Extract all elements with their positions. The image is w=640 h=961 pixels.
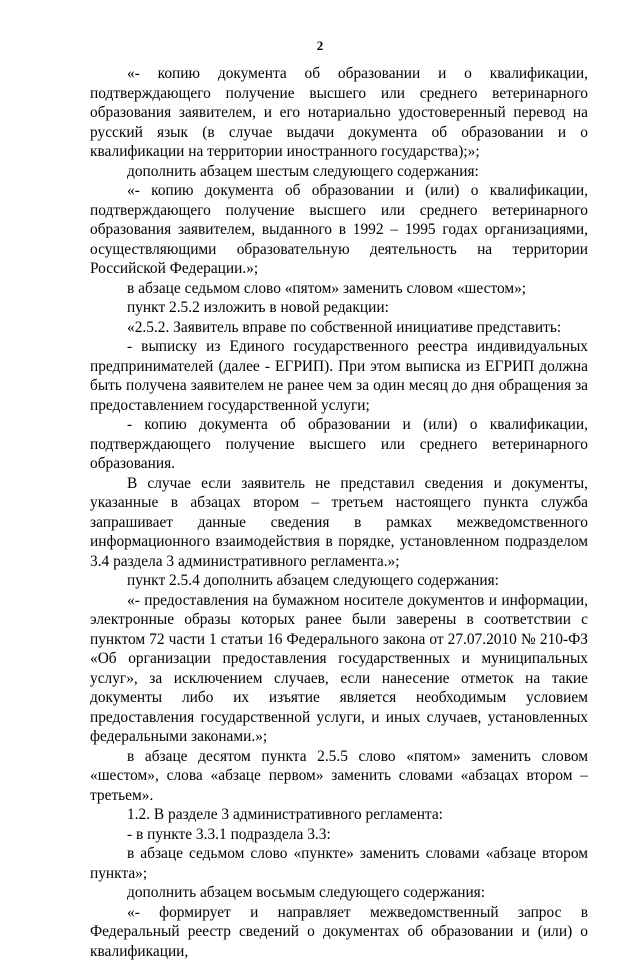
paragraph: В случае если заявитель не представил сведения и документы, указанные в абзацах втором – третьем настоящего пункта служба запрашивает данные сведения в рамках межведомственного информационного взаимодействия в порядке, установленном подразделом 3.4 раздела 3 административного регламента.»; bbox=[90, 474, 588, 572]
paragraph: в абзаце десятом пункта 2.5.5 слово «пятом» заменить словом «шестом», слова «абзаце первом» заменить словами «абзацах втором – третьем». bbox=[90, 747, 588, 806]
paragraph: дополнить абзацем восьмым следующего содержания: bbox=[90, 883, 588, 903]
paragraph: пункт 2.5.4 дополнить абзацем следующего содержания: bbox=[90, 571, 588, 591]
paragraph: «- формирует и направляет межведомственный запрос в Федеральный реестр сведений о документах об образовании и (или) о квалификации, bbox=[90, 903, 588, 961]
paragraph: в абзаце седьмом слово «пункте» заменить словами «абзаце втором пункта»; bbox=[90, 844, 588, 883]
paragraph: пункт 2.5.2 изложить в новой редакции: bbox=[90, 298, 588, 318]
document-body bbox=[90, 64, 588, 961]
paragraph: «- копию документа об образовании и о квалификации, подтверждающего получение высшего или среднего ветеринарного образования заявителем, и его нотариально удостоверенный перевод на русский язык (в случае выдачи документа об образовании и о квалификации на территории иностранного государства);»; bbox=[90, 64, 588, 162]
paragraph: - копию документа об образовании и (или) о квалификации, подтверждающего получение высшего или среднего ветеринарного образования. bbox=[90, 415, 588, 474]
paragraph: «2.5.2. Заявитель вправе по собственной инициативе представить: bbox=[90, 318, 588, 338]
paragraph: - выписку из Единого государственного реестра индивидуальных предпринимателей (далее - ЕГРИП). При этом выписка из ЕГРИП должна быть получена заявителем не ранее чем за один месяц до дня обращения за предоставлением государственной услуги; bbox=[90, 337, 588, 415]
paragraph: в абзаце седьмом слово «пятом» заменить словом «шестом»; bbox=[90, 279, 588, 299]
page-number: 2 bbox=[0, 38, 640, 54]
paragraph: «- предоставления на бумажном носителе документов и информации, электронные образы которых ранее были заверены в соответствии с пунктом 72 части 1 статьи 16 Федерального закона от 27.07.2010 № 210-ФЗ «Об организации предоставления государственных и муниципальных услуг», за исключением случаев, если нанесение отметок на такие документы либо их изъятие является необходимым условием предоставления государственной услуги, и иных случаев, установленных федеральными законами.»; bbox=[90, 591, 588, 747]
paragraph: - в пункте 3.3.1 подраздела 3.3: bbox=[90, 825, 588, 845]
paragraph: дополнить абзацем шестым следующего содержания: bbox=[90, 162, 588, 182]
paragraph: «- копию документа об образовании и (или) о квалификации, подтверждающего получение высшего или среднего ветеринарного образования заявителем, выданного в 1992 – 1995 годах организациями, осуществляющими образовательную деятельность на территории Российской Федерации.»; bbox=[90, 181, 588, 279]
paragraph: 1.2. В разделе 3 административного регламента: bbox=[90, 805, 588, 825]
